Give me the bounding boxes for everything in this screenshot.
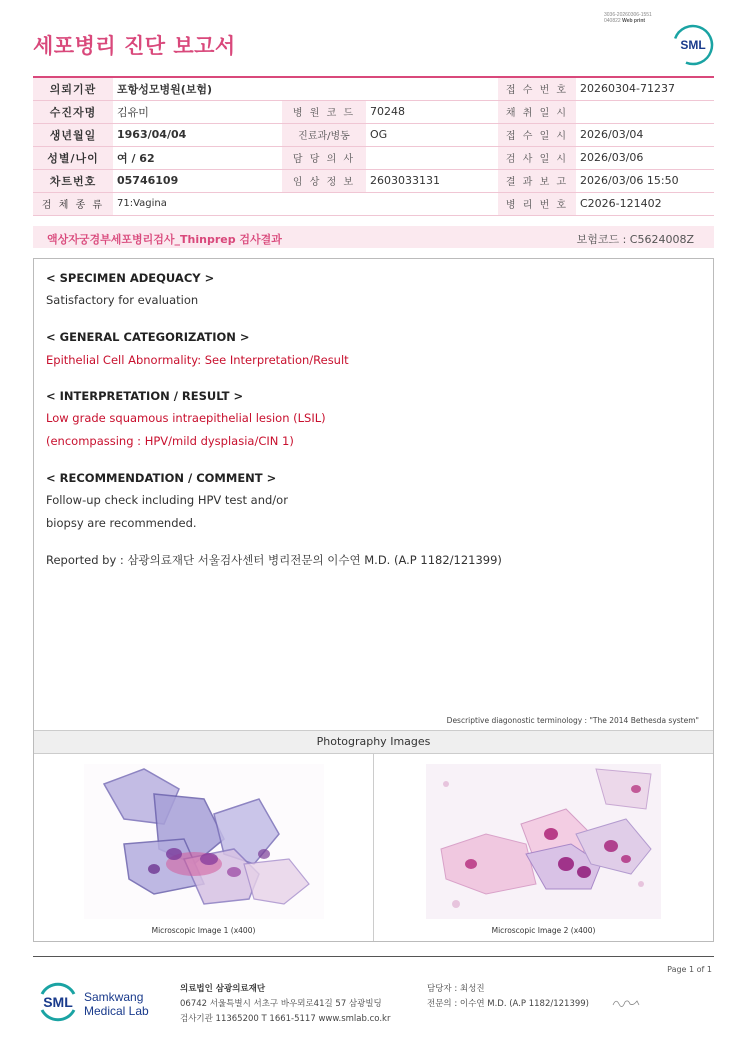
- label-hospital-code: 병 원 코 드: [282, 100, 366, 123]
- value-sex-age: 여 / 62: [113, 146, 282, 169]
- patient-info-table: [33, 76, 714, 216]
- page-number: Page 1 of 1: [667, 965, 712, 974]
- reported-by: Reported by : 삼광의료재단 서울검사센터 병리전문의 이수연 M.D. (A.P 1182/121399): [46, 553, 502, 567]
- exam-title: 액상자궁경부세포병리검사_Thinprep 검사결과: [47, 233, 282, 246]
- value-receipt-date: 2026/03/04: [576, 123, 714, 146]
- value-patient-name: 김유미: [113, 100, 282, 123]
- label-result-report: 결 과 보 고: [498, 169, 576, 192]
- value-physician: [366, 146, 498, 169]
- value-test-date: 2026/03/06: [576, 146, 714, 169]
- footer-organization: [180, 982, 390, 1027]
- label-clinical-info: 임 상 정 보: [282, 169, 366, 192]
- org-address: 06742 서울특별시 서초구 바우뫼로41길 57 삼광빌딩: [180, 999, 382, 1009]
- adequacy-heading: < SPECIMEN ADEQUACY >: [46, 271, 215, 285]
- info-row: [33, 123, 714, 146]
- photography-header: Photography Images: [34, 730, 713, 754]
- recommendation-text-2: biopsy are recommended.: [46, 516, 197, 530]
- microscopic-image-2-cell: [374, 754, 713, 941]
- interpretation-text-2: (encompassing : HPV/mild dysplasia/CIN 1): [46, 434, 294, 448]
- categorization-heading: < GENERAL CATEGORIZATION >: [46, 330, 250, 344]
- expert-physician: 전문의 : 이수연 M.D. (A.P 1182/121399): [427, 999, 589, 1009]
- label-referring-institution: 의뢰기관: [33, 77, 113, 100]
- info-row: [33, 169, 714, 192]
- footer-logo-text: SML: [43, 994, 73, 1010]
- footer-brand: [84, 990, 149, 1018]
- value-referring-institution: 포항성모병원(보험): [113, 77, 498, 100]
- caption-image-2: Microscopic Image 2 (x400): [491, 926, 596, 935]
- label-patient-name: 수진자명: [33, 100, 113, 123]
- print-id-line1: 3036-20260306-1551: [604, 12, 652, 18]
- report-box: [33, 258, 714, 942]
- brand-line-1: Samkwang: [84, 990, 144, 1004]
- value-pathology-number: C2026-121402: [576, 192, 714, 215]
- insurance-code: 보험코드 : C5624008Z: [576, 233, 694, 246]
- label-specimen-type: 검 체 종 류: [33, 192, 113, 215]
- microscopic-image-2: [426, 764, 661, 919]
- logo-text: SML: [680, 38, 706, 52]
- value-birth-date: 1963/04/04: [113, 123, 282, 146]
- info-row: [33, 100, 714, 123]
- info-row: [33, 77, 714, 100]
- recommendation-text-1: Follow-up check including HPV test and/or: [46, 493, 288, 507]
- categorization-text: Epithelial Cell Abnormality: See Interpretation/Result: [46, 353, 349, 367]
- value-department: OG: [366, 123, 498, 146]
- print-id-line2: 040822: [604, 18, 621, 24]
- print-id: [604, 12, 652, 24]
- terminology-note: Descriptive diagonostic terminology : "The 2014 Bethesda system": [446, 716, 699, 725]
- signature-icon: [611, 996, 641, 1008]
- recommendation-heading: < RECOMMENDATION / COMMENT >: [46, 471, 277, 485]
- microscopic-image-1-cell: [34, 754, 374, 941]
- web-print-label: Web print: [622, 18, 646, 24]
- label-receipt-date: 접 수 일 시: [498, 123, 576, 146]
- brand-line-2: Medical Lab: [84, 1004, 149, 1018]
- value-result-report: 2026/03/06 15:50: [576, 169, 714, 192]
- staff-in-charge: 담당자 : 최성진: [427, 984, 485, 994]
- label-test-date: 검 사 일 시: [498, 146, 576, 169]
- microscopic-image-1: [84, 764, 324, 919]
- label-birth-date: 생년월일: [33, 123, 113, 146]
- label-physician: 담 당 의 사: [282, 146, 366, 169]
- exam-bar: [33, 226, 714, 248]
- label-pathology-number: 병 리 번 호: [498, 192, 576, 215]
- label-department: 진료과/병동: [282, 123, 366, 146]
- report-title: 세포병리 진단 보고서: [33, 34, 236, 58]
- caption-image-1: Microscopic Image 1 (x400): [151, 926, 256, 935]
- samkwang-logo-icon: [36, 978, 80, 1026]
- label-chart-number: 차트번호: [33, 169, 113, 192]
- org-name: 의료법인 삼광의료재단: [180, 984, 266, 994]
- info-row: [33, 192, 714, 215]
- org-contact: 검사기관 11365200 T 1661-5117 www.smlab.co.kr: [180, 1014, 391, 1024]
- value-hospital-code: 70248: [366, 100, 498, 123]
- adequacy-text: Satisfactory for evaluation: [46, 293, 199, 307]
- footer-staff: [427, 982, 589, 1012]
- interpretation-heading: < INTERPRETATION / RESULT >: [46, 389, 244, 403]
- info-row: [33, 146, 714, 169]
- label-receipt-number: 접 수 번 호: [498, 77, 576, 100]
- value-collection-date: [576, 100, 714, 123]
- value-clinical-info: 2603033131: [366, 169, 498, 192]
- label-sex-age: 성별/나이: [33, 146, 113, 169]
- value-specimen-type: 71:Vagina: [113, 192, 498, 215]
- value-receipt-number: 20260304-71237: [576, 77, 714, 100]
- sml-logo-icon: [672, 24, 714, 66]
- footer-divider: [33, 956, 714, 957]
- value-chart-number: 05746109: [113, 169, 282, 192]
- label-collection-date: 채 취 일 시: [498, 100, 576, 123]
- interpretation-text-1: Low grade squamous intraepithelial lesion (LSIL): [46, 411, 326, 425]
